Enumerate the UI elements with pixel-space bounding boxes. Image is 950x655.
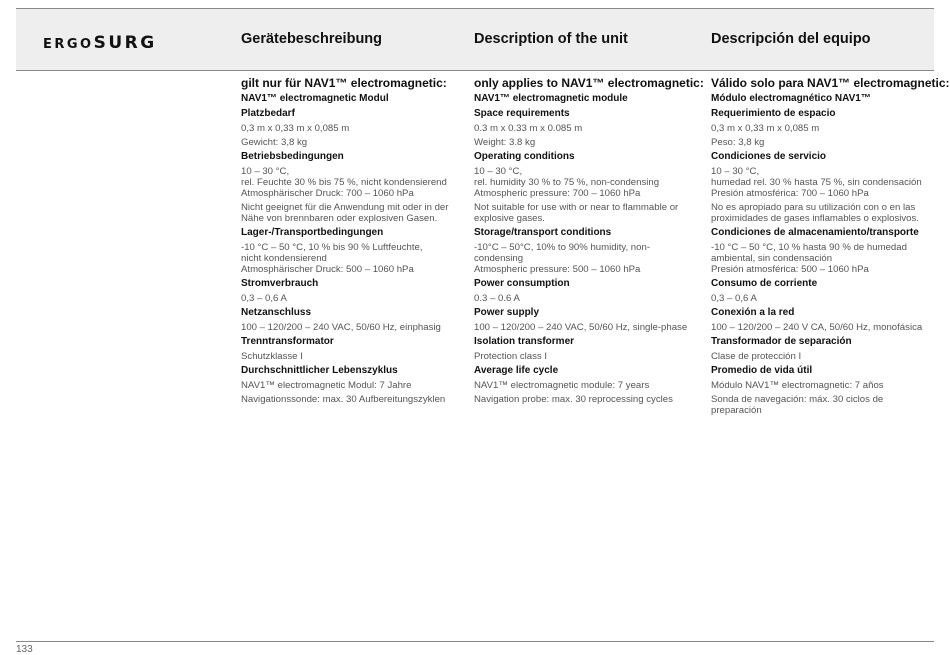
- spec-text: NAV1™ electromagnetic Modul: 7 Jahre: [241, 380, 412, 391]
- spec-section: [711, 151, 939, 224]
- spec-section: [474, 93, 702, 105]
- spec-heading: Transformador de separación: [711, 336, 852, 347]
- spec-text: Weight: 3.8 kg: [474, 137, 536, 148]
- page-number: 133: [16, 644, 33, 655]
- spec-heading: Platzbedarf: [241, 108, 295, 119]
- spec-heading: Power supply: [474, 307, 540, 318]
- spec-heading: Netzanschluss: [241, 307, 312, 318]
- spec-text: Navigation probe: max. 30 reprocessing cycles: [474, 394, 673, 405]
- spec-heading: NAV1™ electromagnetic module: [474, 93, 628, 104]
- spec-section: [474, 151, 702, 224]
- spec-text: 0,3 m x 0,33 m x 0,085 m: [241, 123, 350, 134]
- column-en: [474, 76, 702, 405]
- spec-heading: Stromverbrauch: [241, 278, 319, 289]
- spec-heading: Storage/transport conditions: [474, 227, 612, 238]
- spec-section: [241, 278, 466, 304]
- spec-text: Not suitable for use with or near to flammable or explosive gases.: [474, 202, 679, 224]
- column-es: [711, 76, 950, 416]
- spec-text: 0,3 – 0,6 A: [241, 293, 287, 304]
- spec-text: -10 °C – 50 °C, 10 % hasta 90 % de humedad ambiental, sin condensación Presión atmosférica: 500 – 1060 hPa: [711, 242, 907, 275]
- spec-text: 10 – 30 °C, humedad rel. 30 % hasta 75 %, sin condensación Presión atmosférica: 700 – 1060 hPa: [711, 166, 922, 199]
- spec-section: [711, 307, 939, 333]
- spec-section: [711, 278, 939, 304]
- spec-text: Gewicht: 3,8 kg: [241, 137, 308, 148]
- spec-text: Sonda de navegación: máx. 30 ciclos de preparación: [711, 394, 884, 416]
- spec-text: 100 – 120/200 – 240 V CA, 50/60 Hz, monofásica: [711, 322, 923, 333]
- section-intro: gilt nur für NAV1™ electromagnetic:: [241, 76, 447, 90]
- section-intro: Válido solo para NAV1™ electromagnetic:: [711, 76, 950, 90]
- spec-section: [241, 336, 466, 362]
- spec-section: [711, 365, 939, 416]
- spec-section: [474, 227, 702, 275]
- spec-section: [474, 307, 702, 333]
- spec-text: 0,3 m x 0,33 m x 0,085 m: [711, 123, 820, 134]
- spec-heading: Requerimiento de espacio: [711, 108, 836, 119]
- footer-divider: [16, 641, 934, 642]
- spec-heading: Durchschnittlicher Lebenszyklus: [241, 365, 398, 376]
- section-intro: only applies to NAV1™ electromagnetic:: [474, 76, 704, 90]
- spec-section: [241, 227, 466, 275]
- spec-section: [241, 151, 466, 224]
- spec-heading: Betriebsbedingungen: [241, 151, 344, 162]
- spec-text: 10 – 30 °C, rel. Feuchte 30 % bis 75 %, nicht kondensierend Atmosphärischer Druck: 700 – 1060 hPa: [241, 166, 447, 199]
- spec-section: [711, 93, 939, 105]
- spec-text: Clase de protección I: [711, 351, 802, 362]
- spec-text: 100 – 120/200 – 240 VAC, 50/60 Hz, einphasig: [241, 322, 441, 333]
- spec-text: -10°C – 50°C, 10% to 90% humidity, non- condensing Atmospheric pressure: 500 – 1060 hPa: [474, 242, 651, 275]
- spec-text: 10 – 30 °C, rel. humidity 30 % to 75 %, non-condensing Atmospheric pressure: 700 – 1060 hPa: [474, 166, 660, 199]
- spec-text: -10 °C – 50 °C, 10 % bis 90 % Luftfeuchte, nicht kondensierend Atmosphärischer Druck: 500 – 1060 hPa: [241, 242, 423, 275]
- spec-heading: Space requirements: [474, 108, 570, 119]
- spec-heading: Condiciones de almacenamiento/transporte: [711, 227, 919, 238]
- column-title-en: Description of the unit: [474, 31, 628, 47]
- page-header: [16, 8, 934, 71]
- spec-section: [474, 108, 702, 148]
- spec-text: Protection class I: [474, 351, 548, 362]
- spec-section: [241, 93, 466, 105]
- spec-text: Peso: 3,8 kg: [711, 137, 765, 148]
- spec-section: [474, 336, 702, 362]
- spec-text: Schutzklasse I: [241, 351, 303, 362]
- spec-text: 0,3 – 0,6 A: [711, 293, 757, 304]
- spec-section: [474, 365, 702, 405]
- spec-section: [711, 108, 939, 148]
- spec-section: [241, 108, 466, 148]
- spec-heading: Consumo de corriente: [711, 278, 818, 289]
- spec-text: 100 – 120/200 – 240 VAC, 50/60 Hz, single-phase: [474, 322, 688, 333]
- spec-heading: Trenntransformator: [241, 336, 334, 347]
- spec-section: [241, 307, 466, 333]
- spec-text: No es apropiado para su utilización con o en las proximidades de gases inflamables o explosivos.: [711, 202, 919, 224]
- spec-heading: Condiciones de servicio: [711, 151, 827, 162]
- spec-heading: Power consumption: [474, 278, 570, 289]
- ergosurg-logo: ERGOSURG: [43, 33, 157, 53]
- spec-text: 0.3 – 0.6 A: [474, 293, 520, 304]
- spec-heading: Operating conditions: [474, 151, 575, 162]
- spec-heading: NAV1™ electromagnetic Modul: [241, 93, 389, 104]
- spec-section: [241, 365, 466, 405]
- spec-section: [711, 227, 939, 275]
- spec-text: NAV1™ electromagnetic module: 7 years: [474, 380, 650, 391]
- spec-text: Nicht geeignet für die Anwendung mit oder in der Nähe von brennbaren oder explosiven Gasen.: [241, 202, 449, 224]
- spec-section: [474, 278, 702, 304]
- column-title-de: Gerätebeschreibung: [241, 31, 383, 47]
- spec-heading: Conexión a la red: [711, 307, 795, 318]
- spec-heading: Promedio de vida útil: [711, 365, 813, 376]
- column-title-es: Descripción del equipo: [711, 31, 871, 47]
- spec-text: Navigationssonde: max. 30 Aufbereitungszyklen: [241, 394, 446, 405]
- spec-heading: Lager-/Transportbedingungen: [241, 227, 384, 238]
- spec-heading: Módulo electromagnético NAV1™: [711, 93, 871, 104]
- spec-heading: Isolation transformer: [474, 336, 575, 347]
- spec-section: [711, 336, 939, 362]
- spec-heading: Average life cycle: [474, 365, 559, 376]
- column-de: [241, 76, 466, 405]
- spec-text: Módulo NAV1™ electromagnetic: 7 años: [711, 380, 884, 391]
- spec-text: 0.3 m x 0.33 m x 0.085 m: [474, 123, 583, 134]
